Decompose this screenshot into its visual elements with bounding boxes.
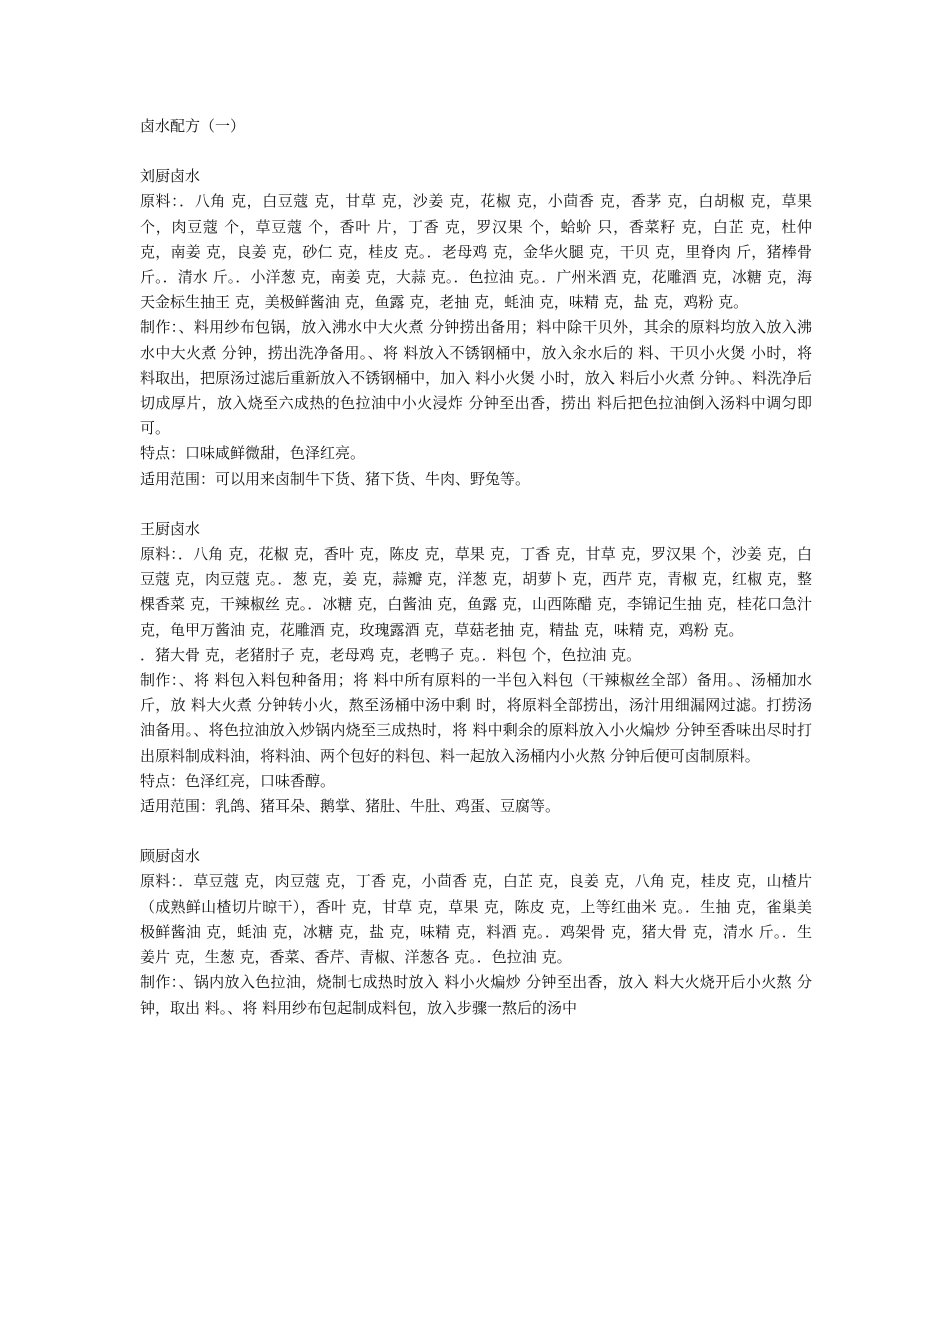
features-paragraph: 特点：口味咸鲜微甜，色泽红亮。	[140, 444, 366, 463]
method-paragraph: 制作：、将 料包入料包种备用；将 料中所有原料的一半包入料包（干辣椒丝全部）备用。、汤桶加水 斤，放 料大火煮 分钟转小火，熬至汤桶中汤中剩 时，将原料全部捞出，汤汁用细漏网过滤。打捞汤油备用。、将色拉油放入炒锅内烧至三成热时，将 料中剩余的原料放入小火煸炒 分钟至香味出尽时打出原料制成料油，将料油、两个包好的料包、料一起放入汤桶内小火熬 分钟后便可卤制原料。	[140, 671, 812, 765]
section-title: 顾厨卤水	[140, 847, 201, 866]
features-paragraph: 特点：色泽红亮，口味香醇。	[140, 771, 336, 790]
section-title: 王厨卤水	[140, 519, 201, 538]
ingredients-paragraph: 原料：．草豆蔻 克，肉豆蔻 克，丁香 克，小茴香 克，白芷 克，良姜 克，八角 克，桂皮 克，山楂片（成熟鲜山楂切片晾干），香叶 克，甘草 克，草果 克，陈皮 克，上等红曲米 克。．生抽 克，雀巢美极鲜酱油 克，蚝油 克，冰糖 克，盐 克，味精 克，料酒 克。．鸡架骨 克，猪大骨 克，清水 斤。．生姜片 克，生葱 克，香菜、香芹、青椒、洋葱各 克。．色拉油 克。	[140, 872, 812, 967]
recipe-section-wang	[140, 517, 812, 819]
usage-paragraph: 适用范围：可以用来卤制牛下货、猪下货、牛肉、野兔等。	[140, 469, 531, 488]
document-title: 卤水配方（一）	[140, 117, 246, 135]
method-paragraph: 制作：、料用纱布包锅，放入沸水中大火煮 分钟捞出备用；料中除干贝外，其余的原料均放入放入沸水中大火煮 分钟，捞出洗净备用。、将 料放入不锈钢桶中，放入汆水后的 料、干贝小火煲 小时，将 料取出，把原汤过滤后重新放入不锈钢桶中，加入 料小火煲 小时，放入 料后小火煮 分钟。、料洗净后切成厚片，放入烧至六成热的色拉油中小火浸炸 分钟至出香，捞出 料后把色拉油倒入汤料中调匀即可。	[140, 318, 812, 438]
ingredients-paragraph: 原料：．八角 克，白豆蔻 克，甘草 克，沙姜 克，花椒 克，小茴香 克，香茅 克，白胡椒 克，草果 个，肉豆蔻 个，草豆蔻 个，香叶 片，丁香 克，罗汉果 个，蛤蚧 只，香菜籽 克，白芷 克，杜仲 克，南姜 克，良姜 克，砂仁 克，桂皮 克。．老母鸡 克，金华火腿 克，干贝 克，里脊肉 斤，猪棒骨 斤。．清水 斤。．小洋葱 克，南姜 克，大蒜 克。．色拉油 克。．广州米酒 克，花雕酒 克，冰糖 克，海天金标生抽王 克，美极鲜酱油 克，鱼露 克，老抽 克，蚝油 克，味精 克，盐 克，鸡粉 克。	[140, 192, 812, 312]
ingredients-paragraph: 原料：．八角 克，花椒 克，香叶 克，陈皮 克，草果 克，丁香 克，甘草 克，罗汉果 个，沙姜 克，白豆蔻 克，肉豆蔻 克。．葱 克，姜 克，蒜瓣 克，洋葱 克，胡萝卜 克，西芹 克，青椒 克，红椒 克，整棵香菜 克，干辣椒丝 克。．冰糖 克，白酱油 克，鱼露 克，山西陈醋 克，李锦记生抽 克，桂花口急汁 克，龟甲万酱油 克，花雕酒 克，玫瑰露酒 克，草菇老抽 克，精盐 克，味精 克，鸡粉 克。	[140, 545, 812, 639]
usage-paragraph: 适用范围：乳鸽、猪耳朵、鹅掌、猪肚、牛肚、鸡蛋、豆腐等。	[140, 797, 561, 816]
section-title: 刘厨卤水	[140, 167, 201, 186]
document-body	[140, 114, 812, 1046]
ingredients-paragraph-extra: ．猪大骨 克，老猪肘子 克，老母鸡 克，老鸭子 克。．料包 个，色拉油 克。	[140, 645, 642, 664]
recipe-section-gu	[140, 844, 812, 1020]
recipe-section-liu	[140, 164, 812, 492]
method-paragraph: 制作：、锅内放入色拉油，烧制七成热时放入 料小火煸炒 分钟至出香，放入 料大火烧开后小火熬 分钟，取出 料。、将 料用纱布包起制成料包，放入步骤一熬后的汤中	[140, 973, 812, 1017]
